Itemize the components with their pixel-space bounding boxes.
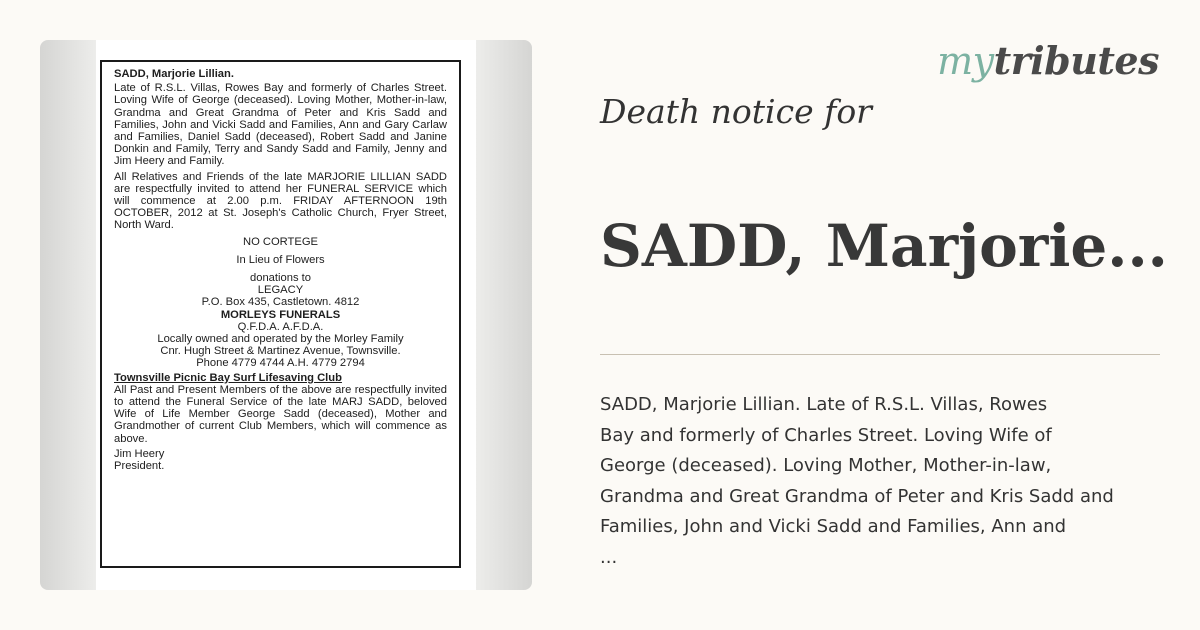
notice-locally-owned: Locally owned and operated by the Morley Family [157, 333, 404, 346]
notice-excerpt [600, 390, 1190, 573]
notice-name: SADD, Marjorie Lillian. [114, 68, 234, 80]
notice-qfda: Q.F.D.A. A.F.D.A. [237, 320, 324, 333]
notice-image [40, 40, 532, 590]
notice-signature-name: Jim Heery [114, 447, 165, 460]
excerpt-line: Bay and formerly of Charles Street. Loving Wife of [600, 424, 1052, 446]
notice-donations: donations to [250, 272, 311, 285]
notice-club-paragraph: All Past and Present Members of the above are respectfully invited to attend the Funeral Service of the late MARJ SADD, beloved Wife of Life Member George Sadd (deceased), Mother and Grandmother of current Club Members, which will commence as above. [114, 383, 447, 445]
notice-funeral-paragraph: All Relatives and Friends of the late MARJORIE LILLIAN SADD are respectfully invited to attend her FUNERAL SERVICE which will commence at 2.00 p.m. FRIDAY AFTERNOON 19th OCTOBER, 2012 at St. Joseph's Catholic Church, Fryer Street, North Ward. [114, 170, 447, 232]
page-title: SADD, Marjorie... [600, 212, 1168, 280]
notice-family-paragraph: Late of R.S.L. Villas, Rowes Bay and formerly of Charles Street. Loving Wife of George (deceased). Loving Mother, Mother-in-law, Grandma and Great Grandma of Peter and Kris Sadd and Families, John and Vicki Sadd and Families, Ann and Gary Carlaw and Families, Daniel Sadd (deceased), Robert Sadd and Janine Donkin and Family, Terry and Sandy Sadd and Family, Jenny and Jim Heery and Family. [114, 82, 447, 168]
page-subtitle: Death notice for [600, 92, 872, 131]
excerpt-line: SADD, Marjorie Lillian. Late of R.S.L. Villas, Rowes [600, 394, 1048, 415]
excerpt-line: Families, John and Vicki Sadd and Families, Ann and [600, 516, 1067, 537]
mytributes-logo[interactable] [937, 38, 1159, 83]
excerpt-line: George (deceased). Loving Mother, Mother-in-law, [600, 455, 1052, 476]
death-notice-box [100, 60, 461, 568]
notice-address: Cnr. Hugh Street & Martinez Avenue, Townsville. [160, 345, 401, 358]
notice-lieu-of-flowers: In Lieu of Flowers [236, 253, 325, 266]
notice-club-heading: Townsville Picnic Bay Surf Lifesaving Club [114, 371, 342, 384]
notice-legacy: LEGACY [257, 284, 304, 297]
notice-phone: Phone 4779 4744 A.H. 4779 2794 [196, 357, 365, 370]
notice-funeral-home: MORLEYS FUNERALS [220, 308, 341, 321]
notice-po-box: P.O. Box 435, Castletown. 4812 [201, 296, 360, 309]
excerpt-line: Grandma and Great Grandma of Peter and Kris Sadd and [600, 485, 1114, 507]
logo-tributes: tributes [993, 38, 1159, 83]
divider [600, 354, 1160, 355]
logo-my: my [937, 39, 994, 83]
notice-no-cortege: NO CORTEGE [242, 235, 318, 248]
notice-signature-title: President. [114, 460, 165, 473]
excerpt-ellipsis: ... [600, 546, 618, 568]
